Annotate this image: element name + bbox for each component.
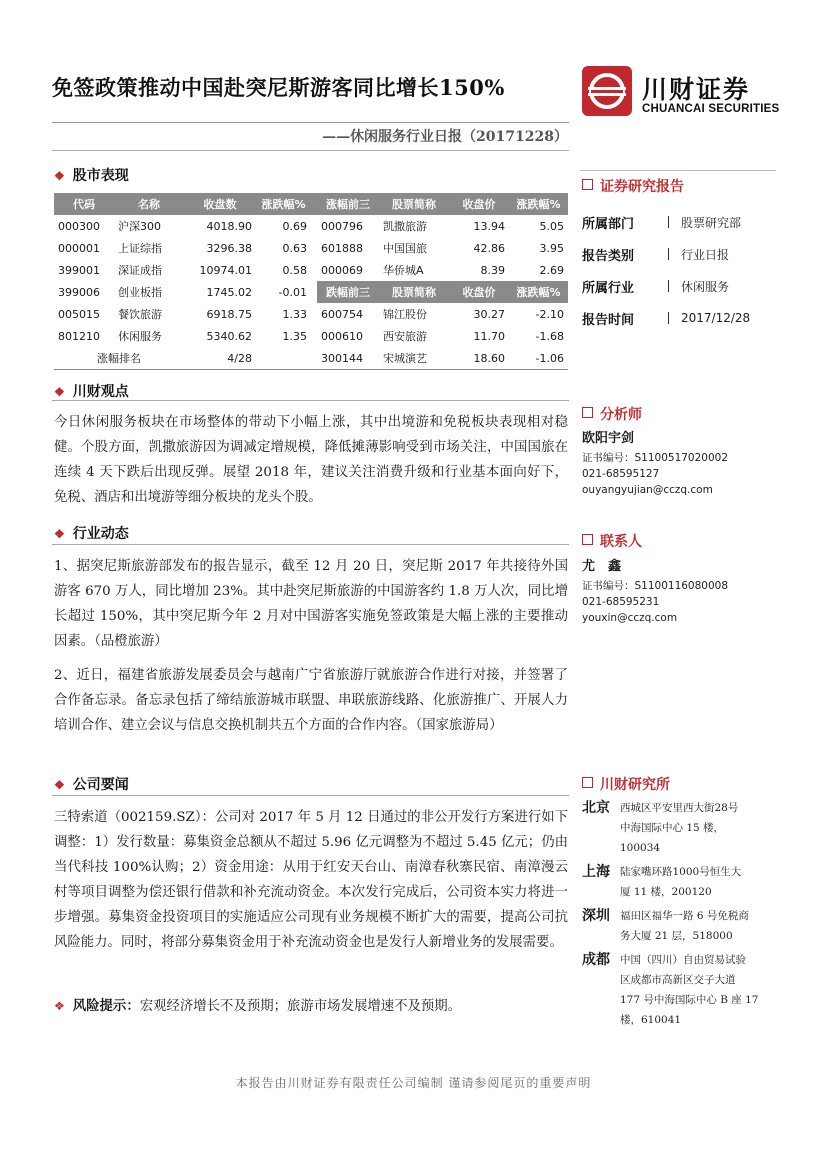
company-rule: [52, 795, 569, 796]
table-cell: 8.39: [480, 263, 505, 277]
meta-separator: [668, 312, 681, 324]
table-cell: 10974.01: [199, 263, 252, 277]
report-title: 免签政策推动中国赴突尼斯游客同比增长150%: [52, 75, 505, 100]
address-line: 177 号中海国际中心 B 座 17: [620, 994, 759, 1006]
industry-item-1: 1、据突尼斯旅游部发布的报告显示，截至 12 月 20 日，突尼斯 2017 年共接待外国游客 670 万人，同比增加 23%。其中赴突尼斯旅游的中国游客约 1.8 万人次，同比增长超过 150%，其中突尼斯今年 2 月对中国游客实施免签政策是大幅上涨的主要推动因素。（品橙旅游）: [54, 559, 568, 649]
meta-row: [582, 206, 782, 238]
office-address: [620, 950, 758, 1030]
office-list: [582, 798, 782, 1034]
table-cell: 000610: [321, 329, 363, 343]
meta-row: [582, 302, 782, 334]
address-line: 中海国际中心 15 楼，: [620, 822, 725, 834]
contact-name: 尤 鑫: [582, 559, 622, 574]
table-cell: 0.58: [282, 263, 307, 277]
meta-row: [582, 270, 782, 302]
column-header: 收盘数: [184, 193, 256, 215]
company-news-text: 三特索道（002159.SZ）：公司对 2017 年 5 月 12 日通过的非公开发行方案进行如下调整：1）发行数量：募集资金总额从不超过 5.96 亿元调整为不超过 5.45 亿元；仍由当代科技 100%认购；2）资金用途：从用于红安天台山、南漳春秋寨民宿、南漳漫云村等项目调整为偿还银行借款和补充流动资金。本次发行完成后，公司资本实力将进一步增强。募集资金投资项目的实施适应公司现有业务规模不断扩大的需要，提高公司抗风险能力。同时，将部分募集资金用于补充流动资金也是发行人新增业务的发展需要。: [54, 810, 568, 950]
table-cell: 5.05: [539, 219, 564, 233]
table-cell: 沪深300: [118, 220, 161, 233]
contact-email[interactable]: youxin@cczq.com: [582, 612, 678, 624]
office-city: 成都: [582, 952, 610, 968]
table-cell: 6918.75: [206, 307, 252, 321]
address-line: 陆家嘴环路1000号恒生大: [620, 866, 742, 878]
column-header: 名称: [114, 193, 184, 215]
meta-value: 休闲服务: [681, 279, 730, 294]
address-line: 厦 11 楼，200120: [620, 886, 712, 898]
table-row: [54, 303, 568, 325]
market-table: [54, 193, 568, 370]
risk-note: [54, 994, 568, 1019]
diamond-icon: ❖: [54, 527, 65, 541]
address-line: 100034: [620, 842, 661, 854]
table-cell: 宋城演艺: [379, 347, 449, 370]
table-cell: 000069: [321, 263, 363, 277]
rank-label: 涨幅排名: [54, 347, 184, 370]
meta-row: [582, 238, 782, 270]
table-cell: 600754: [321, 307, 363, 321]
column-header: 涨跌幅%: [509, 281, 568, 303]
table-cell: 30.27: [473, 307, 505, 321]
table-cell: 399006: [58, 285, 100, 299]
table-cell: 中国国旅: [383, 242, 427, 255]
table-cell: 凯撒旅游: [383, 220, 427, 233]
meta-key: 所属部门: [582, 216, 635, 232]
analyst-email[interactable]: ouyangyujian@cczq.com: [582, 484, 713, 496]
square-icon: [582, 179, 593, 190]
rank-value: 4/28: [184, 347, 256, 370]
table-row: [54, 259, 568, 281]
column-header: 股票简称: [379, 281, 449, 303]
table-cell: 1.33: [282, 307, 307, 321]
table-cell: 13.94: [473, 219, 505, 233]
table-cell: 4018.90: [206, 219, 252, 233]
table-cell: 华侨城A: [383, 264, 424, 277]
meta-key: 报告时间: [582, 312, 635, 328]
analyst-cert: 证书编号：S1100517020002: [582, 452, 729, 464]
table-cell: 399001: [58, 263, 100, 277]
market-heading: ❖ 股市表现: [54, 168, 129, 184]
column-header: 股票简称: [379, 193, 449, 215]
table-cell: 上证综指: [118, 242, 162, 255]
address-line: 中国（四川）自由贸易试验: [620, 954, 746, 966]
risk-text: 宏观经济增长不及预期；旅游市场发展增速不及预期。: [139, 999, 462, 1014]
company-logo-icon: [582, 66, 632, 116]
diamond-icon: ❖: [54, 778, 65, 792]
contact-heading: 联系人: [582, 531, 642, 551]
sidebar-top-rule: [580, 170, 776, 171]
table-cell: 1.35: [282, 329, 307, 343]
table-row: [54, 237, 568, 259]
table-cell: 锦江股份: [383, 308, 427, 321]
logo-text-en: CHUANCAI SECURITIES: [642, 103, 780, 115]
office-entry: [582, 798, 782, 858]
office-city: 北京: [582, 800, 610, 816]
table-cell: -0.01: [278, 285, 307, 299]
company-heading: ❖ 公司要闻: [54, 777, 129, 793]
table-cell: 3.95: [539, 241, 564, 255]
table-cell: 0.69: [282, 219, 307, 233]
subtitle-rule: [52, 150, 569, 151]
table-cell: 11.70: [473, 329, 505, 343]
table-cell: 005015: [58, 307, 100, 321]
meta-key: 报告类别: [582, 248, 635, 264]
column-header: 涨跌幅%: [509, 193, 568, 215]
view-heading: ❖ 川财观点: [54, 384, 129, 400]
office-address: [620, 798, 738, 858]
contact-phone: 021-68595231: [582, 596, 660, 608]
report-subtitle: ——休闲服务行业日报（20171228）: [322, 129, 568, 145]
table-row: [54, 347, 568, 370]
square-icon: [582, 407, 593, 418]
column-header: 跌幅前三: [317, 281, 379, 303]
meta-value: 股票研究部: [681, 215, 742, 230]
diamond-icon: ❖: [54, 999, 65, 1013]
analyst-name: 欧阳宇剑: [582, 431, 635, 446]
table-cell: 5340.62: [206, 329, 252, 343]
address-line: 西城区平安里西大街28号: [620, 802, 739, 814]
table-cell: -1.68: [535, 329, 564, 343]
table-cell: 000001: [58, 241, 100, 255]
table-cell: 000300: [58, 219, 100, 233]
office-city: 上海: [582, 864, 610, 880]
contact-card: [582, 556, 782, 626]
square-icon: [582, 534, 593, 545]
office-entry: [582, 862, 782, 902]
logo-text-cn: 川财证券: [642, 75, 751, 104]
contact-cert: 证书编号：S1100116080008: [582, 580, 729, 592]
page-footer: 本报告由川财证券有限责任公司编制 谨请参阅尾页的重要声明: [235, 1076, 592, 1090]
address-line: 区成都市高新区交子大道: [620, 974, 736, 986]
table-cell: [256, 347, 311, 370]
table-row: [54, 281, 568, 303]
industry-item-2: 2、近日，福建省旅游发展委员会与越南广宁省旅游厅就旅游合作进行对接，并签署了合作备忘录。备忘录包括了缔结旅游城市联盟、串联旅游线路、化旅游推广、开展人力培训合作、建立会议与信息交换机制共五个方面的合作内容。（国家旅游局）: [54, 668, 568, 733]
table-cell: -2.10: [535, 307, 564, 321]
table-row: [54, 215, 568, 237]
report-info-heading: 证券研究报告: [582, 176, 684, 196]
table-header-row: [54, 193, 568, 215]
industry-heading: ❖ 行业动态: [54, 526, 129, 542]
column-header: 涨跌幅%: [256, 193, 311, 215]
analyst-phone: 021-68595127: [582, 468, 660, 480]
table-row: [54, 325, 568, 347]
table-cell: 2.69: [539, 263, 564, 277]
table-cell: 休闲服务: [118, 330, 162, 343]
analyst-card: [582, 428, 782, 498]
analyst-heading: 分析师: [582, 404, 642, 424]
industry-rule: [52, 544, 569, 545]
table-cell: 深证成指: [118, 264, 162, 277]
office-city: 深圳: [582, 908, 610, 924]
table-cell: 3296.38: [206, 241, 252, 255]
table-cell: 西安旅游: [383, 330, 427, 343]
column-header: 收盘价: [449, 193, 509, 215]
meta-separator: [668, 248, 681, 260]
table-cell: 创业板指: [118, 286, 162, 299]
table-cell: 1745.02: [206, 285, 252, 299]
meta-separator: [668, 216, 681, 228]
meta-value: 2017/12/28: [681, 311, 751, 325]
address-line: 楼，610041: [620, 1014, 682, 1026]
institute-heading: 川财研究所: [582, 774, 670, 794]
table-cell: 000796: [321, 219, 363, 233]
address-line: 福田区福华一路 6 号免税商: [620, 910, 749, 922]
office-entry: [582, 950, 782, 1030]
column-header: 收盘价: [449, 281, 509, 303]
office-entry: [582, 906, 782, 946]
report-meta: [582, 206, 782, 334]
table-cell: 42.86: [473, 241, 505, 255]
header-rule: [52, 122, 569, 123]
table-cell: 300144: [317, 347, 379, 370]
square-icon: [582, 777, 593, 788]
view-text: 今日休闲服务板块在市场整体的带动下小幅上涨，其中出境游和免税板块表现相对稳健。个股方面，凯撒旅游因为调减定增规模，降低摊薄影响受到市场关注，中国国旅在连续 4 天下跌后出现反弹。展望 2018 年，建议关注消费升级和行业基本面向好下，免税、酒店和出境游等细分板块的龙头个股。: [54, 415, 568, 505]
table-cell: 601888: [321, 241, 363, 255]
risk-label: 风险提示：: [72, 998, 140, 1014]
column-header: 涨幅前三: [317, 193, 379, 215]
office-address: [620, 906, 749, 946]
table-cell: 0.63: [282, 241, 307, 255]
view-rule: [52, 400, 569, 401]
table-cell: 801210: [58, 329, 100, 343]
office-address: [620, 862, 741, 902]
table-cell: 18.60: [449, 347, 509, 370]
address-line: 务大厦 21 层，518000: [620, 930, 733, 942]
column-header: 代码: [54, 193, 114, 215]
meta-key: 所属行业: [582, 280, 635, 296]
table-cell: 餐饮旅游: [118, 308, 162, 321]
diamond-icon: ❖: [54, 385, 65, 399]
diamond-icon: ❖: [54, 169, 65, 183]
table-cell: -1.06: [509, 347, 568, 370]
meta-value: 行业日报: [681, 247, 730, 262]
meta-separator: [668, 280, 681, 292]
